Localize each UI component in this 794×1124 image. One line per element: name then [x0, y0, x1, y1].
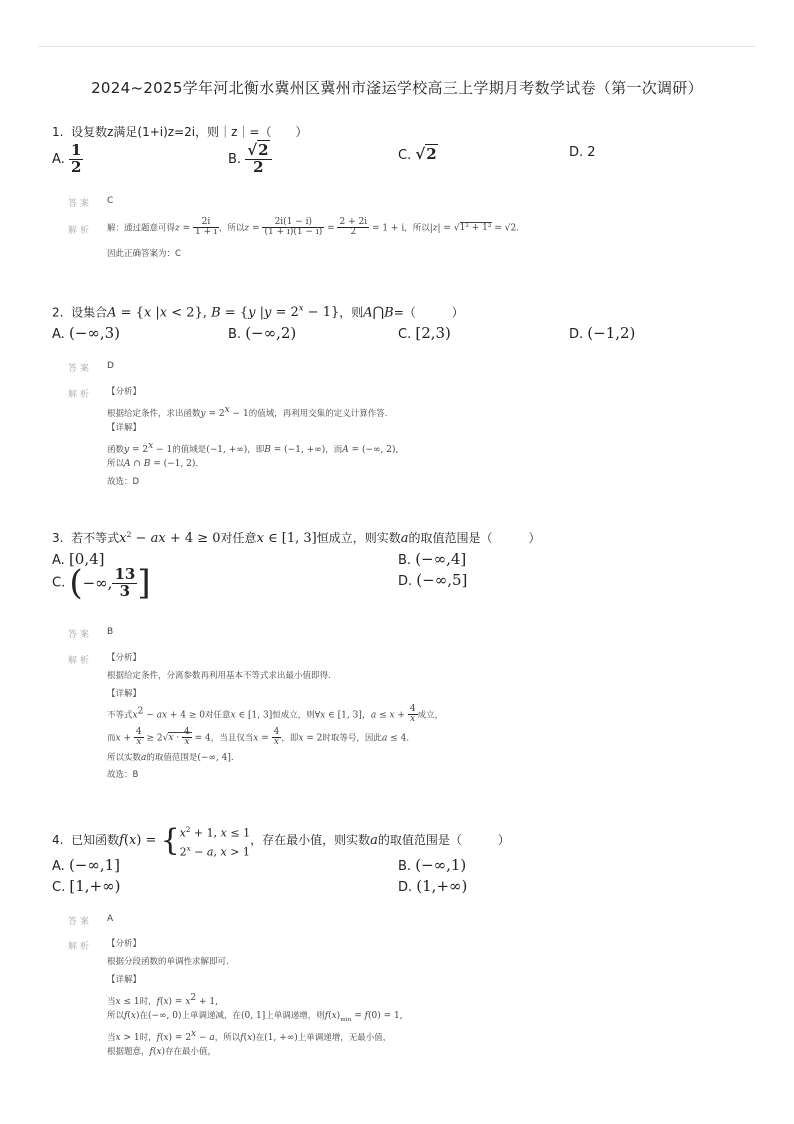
q3-line-6: 所以实数a的取值范围是(−∞, 4].	[107, 753, 234, 763]
q3-option-d[interactable]: D. (−∞,5]	[398, 571, 468, 589]
q1-option-c[interactable]: C. √2	[398, 145, 437, 163]
q3-line-2: 根据给定条件，分离参数再利用基本不等式求出最小值即得.	[107, 671, 331, 681]
answer-label: 答案	[68, 199, 93, 209]
question-number: 1.	[52, 125, 64, 139]
q3-line-5: 而x + $\frac{4}{x}$ ≥ 2√x · $\frac{4}{x}$ = 4，当且仅当x = $\frac{4}{x}$ ，即x = 2时取等号，因此a ≤ 4.	[107, 727, 410, 748]
q1-solution-line-2: 因此正确答案为：C	[107, 249, 181, 259]
q4-option-d[interactable]: D. (1,+∞)	[398, 877, 468, 895]
q2-line-3: 【详解】	[107, 423, 142, 433]
q4-line-5: 所以f(x)在(−∞, 0)上单调递减，在(0, 1]上单调递增，则$f(x)_{min} = f(0) = 1$,	[107, 1011, 403, 1023]
q3-answer: B	[107, 627, 114, 637]
q2-line-2: 根据给定条件，求出函数y = 2x − 1的值域，再利用交集的定义计算作答.	[107, 405, 388, 419]
q4-option-c[interactable]: C. [1,+∞)	[52, 877, 121, 895]
q1-answer: C	[107, 196, 114, 206]
question-3-stem: 3. 若不等式$x^2$ − ax + 4 ≥ 0对任意x ∈ [1, 3]恒成立，则实数a的取值范围是（ ）	[52, 530, 541, 546]
q3-line-1: 【分析】	[107, 653, 142, 663]
q4-line-1: 【分析】	[107, 939, 142, 949]
page-title: 2024~2025学年河北衡水冀州区冀州市滏运学校高三上学期月考数学试卷（第一次调研）	[91, 79, 703, 97]
q4-line-4: 当x ≤ 1时，f(x) = x2 + 1,	[107, 993, 218, 1007]
q4-line-7: 根据题意，f(x)存在最小值，	[107, 1047, 216, 1057]
question-4-stem: 4. 已知函数$f(x) = \{x^2 + 1$, x ≤ 1 $2^x - a$, x > 1，存在最小值，则实数a的取值范围是（ ）	[52, 822, 510, 859]
q2-line-4: 函数y = 2x − 1的值域是(−1, +∞)，即B = (−1, +∞)，而A = (−∞, 2),	[107, 441, 399, 455]
q4-line-2: 根据分段函数的单调性求解即可.	[107, 957, 229, 967]
analysis-label: 解析	[68, 390, 93, 400]
q4-option-b[interactable]: B. (−∞,1)	[398, 856, 467, 874]
q1-option-a[interactable]: A. $\frac{1}{2}$	[52, 141, 82, 176]
question-2-stem: 2. 设集合A = {x |x < 2}, B = {y $|y = 2^x - 1$}，则A⋂B=（ ）	[52, 303, 464, 321]
q3-option-b[interactable]: B. (−∞,4]	[398, 550, 467, 568]
q3-option-a[interactable]: A. [0,4]	[52, 550, 105, 568]
fraction: $\frac{√2}{2}$	[245, 143, 271, 176]
q2-line-6: 故选：D	[107, 477, 140, 487]
q4-line-3: 【详解】	[107, 975, 142, 985]
analysis-label: 解析	[68, 942, 93, 952]
answer-label: 答案	[68, 630, 93, 640]
question-text: 设复数z满足(1+i)z=2i，则｜z｜=（ ）	[71, 125, 308, 139]
analysis-label: 解析	[68, 656, 93, 666]
q3-line-3: 【详解】	[107, 689, 142, 699]
q4-line-6: 当x > 1时，f(x) = 2x − a，所以f(x)在(1, +∞)上单调递增，无最小值，	[107, 1029, 392, 1043]
answer-label: 答案	[68, 364, 93, 374]
q2-option-b[interactable]: B. (−∞,2)	[228, 324, 297, 342]
q3-option-c[interactable]: C. (−∞, $\frac{13}{3}$ ]	[52, 563, 151, 603]
q1-option-d[interactable]: D. 2	[569, 145, 596, 160]
q2-option-a[interactable]: A. (−∞,3)	[52, 324, 121, 342]
answer-label: 答案	[68, 917, 93, 927]
q3-line-4: 不等式x2 − ax + 4 ≥ 0对任意x ∈ [1, 3]恒成立，则∀x ∈ [1, 3]，a ≤ x + $\frac{4}{x}$ 成立，	[107, 704, 444, 725]
q2-answer: D	[107, 361, 114, 371]
q4-answer: A	[107, 914, 114, 924]
analysis-label: 解析	[68, 226, 93, 236]
q3-line-7: 故选：B	[107, 770, 139, 780]
header-divider	[38, 46, 756, 47]
fraction: $\frac{1}{2}$	[70, 141, 82, 176]
question-1-stem	[52, 123, 307, 140]
q4-option-a[interactable]: A. (−∞,1]	[52, 856, 121, 874]
q2-line-5: 所以A ∩ B = (−1, 2).	[107, 459, 199, 469]
q1-option-b[interactable]: B. $\frac{√2}{2}$	[228, 143, 272, 176]
q2-option-c[interactable]: C. [2,3)	[398, 324, 451, 342]
q2-option-d[interactable]: D. (−1,2)	[569, 324, 636, 342]
q1-solution-line-1: 解：通过题意可得z = $\frac{2i}{1 + i}$ ，所以z = $\frac{2i(1 - i)}{(1 + i)(1 - i)}$ = $\frac{2 + 2i}{2}$ = 1 + i，所以|z| = √1² + 1² = √2.	[107, 217, 520, 238]
q2-line-1: 【分析】	[107, 387, 142, 397]
